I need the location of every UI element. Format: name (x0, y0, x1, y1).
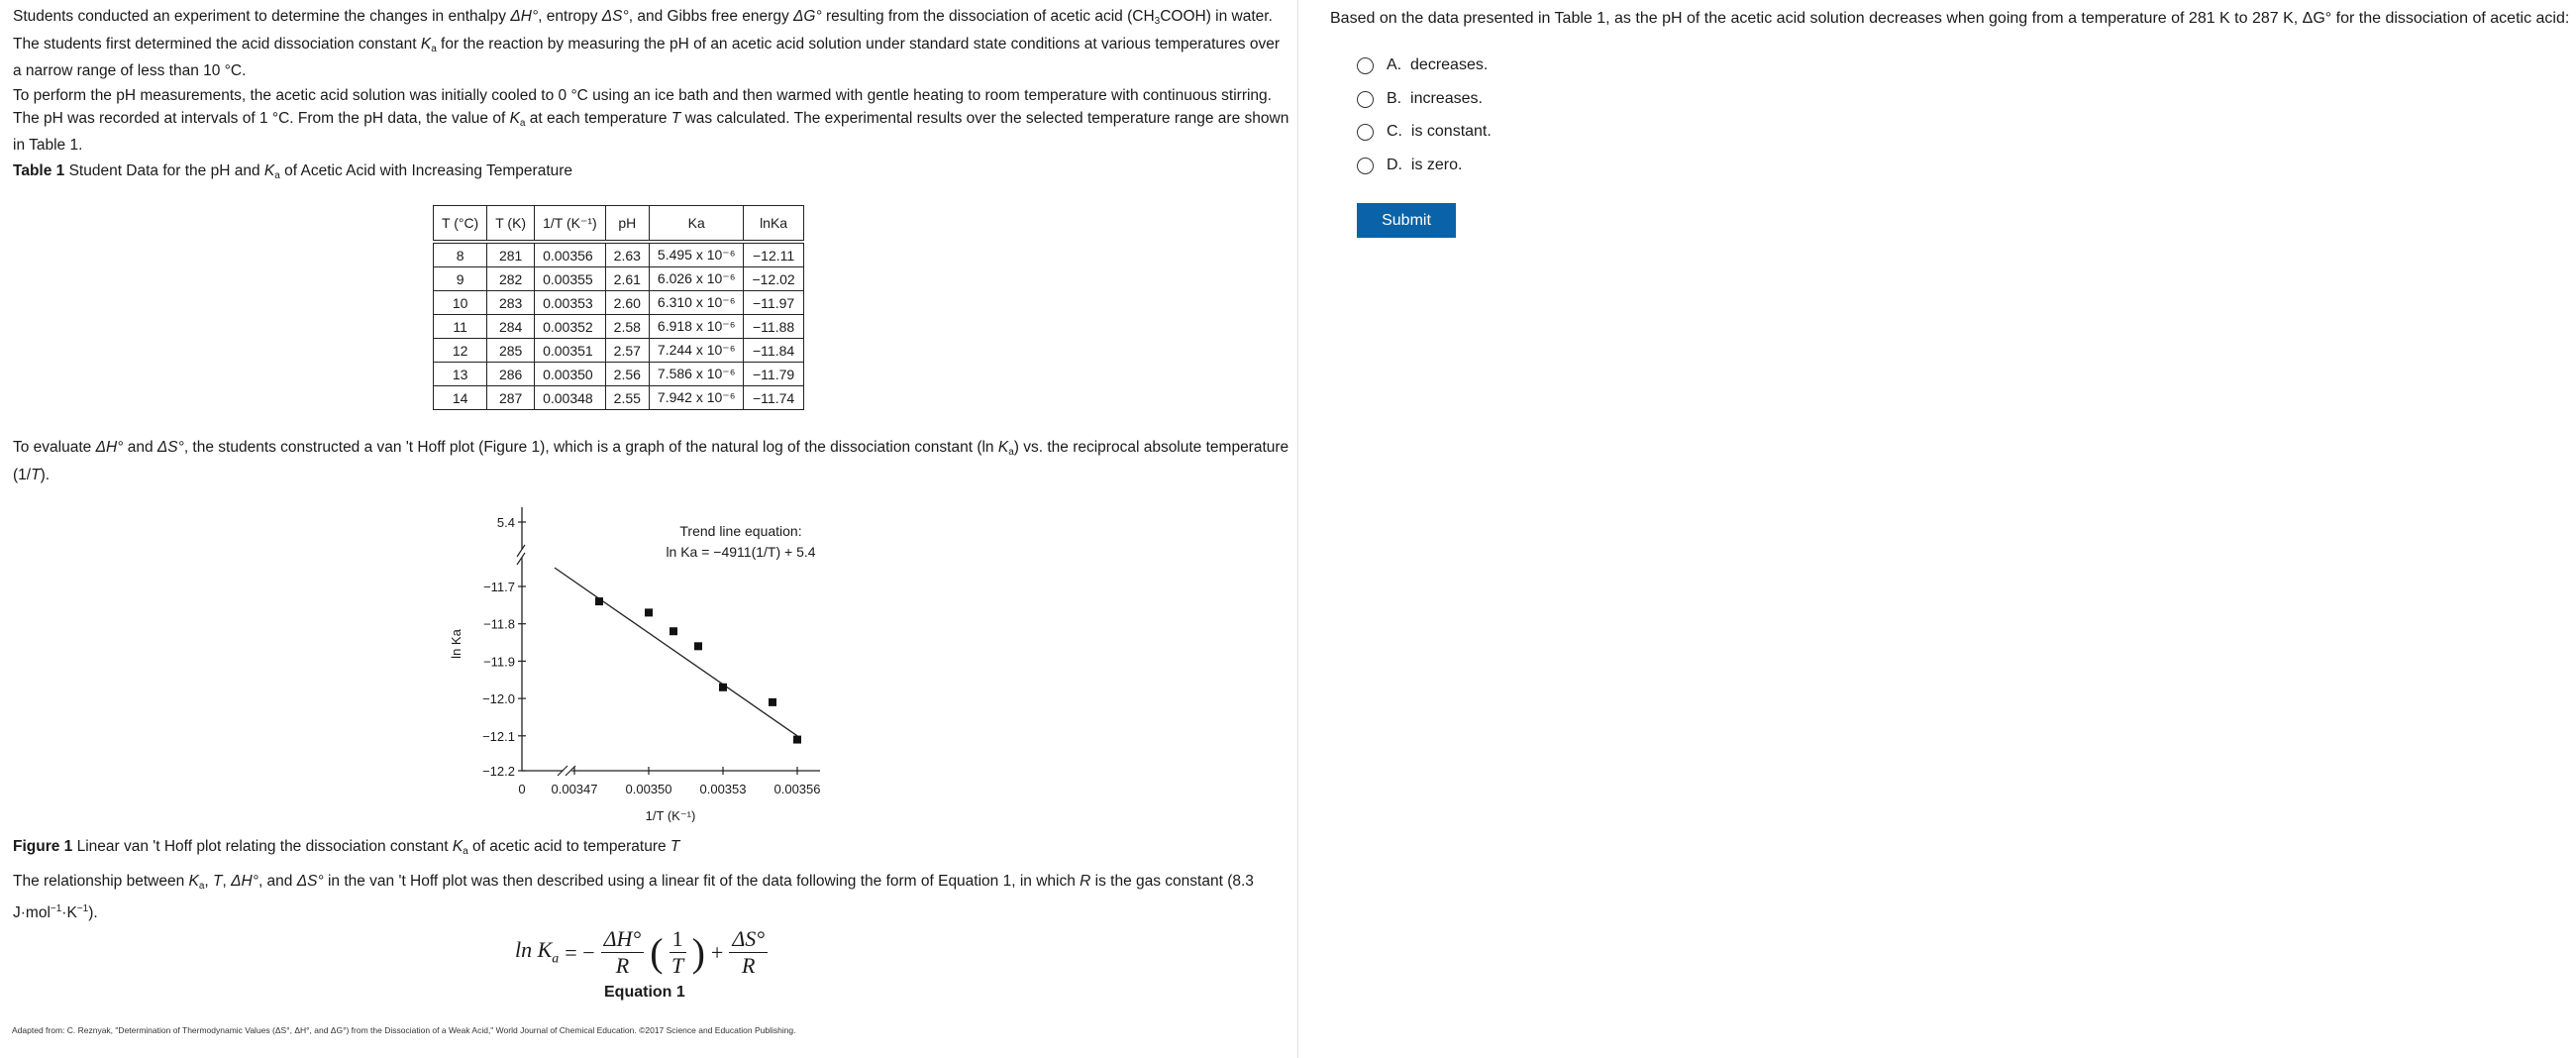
equation-paren-open: ( (650, 929, 664, 975)
table-caption: Table 1 Student Data for the pH and $K_a$ of Acetic Acid with Increasing Temperature (13, 162, 573, 181)
data-point (694, 642, 702, 650)
trend-annotation-line-2: ln Ka = −4911(1/T) + 5.4 (666, 544, 816, 560)
table-row (434, 242, 804, 267)
radio-icon[interactable] (1357, 57, 1374, 74)
table-cell: 2.56 (605, 363, 649, 386)
table-cell: 7.586 x 10⁻⁶ (649, 363, 744, 386)
table-cell: 2.61 (605, 267, 649, 291)
table-cell: 0.00351 (535, 339, 606, 363)
table-cell: 8 (434, 242, 487, 267)
y-tick-label: −12.2 (482, 764, 515, 779)
passage-paragraph-3: To evaluate ΔH° and ΔS°, the students constructed a van 't Hoff plot (Figure 1), which is a graph of the natural log of the dissociation constant (ln $K_a$) vs. the reciprocal absolute temperature (1/T). (13, 439, 1289, 483)
table-cell: 286 (487, 363, 535, 386)
data-point (793, 736, 801, 744)
answer-option-d[interactable] (1357, 154, 1462, 177)
data-point (595, 597, 603, 605)
x-tick-label: 0 (518, 782, 526, 796)
equation-equals: = − (565, 939, 595, 965)
table-cell: 2.57 (605, 339, 649, 363)
equation-paren-close: ) (691, 929, 705, 975)
trend-line (555, 568, 797, 736)
y-tick-label: −12.0 (482, 691, 515, 707)
trend-annotation-line-1: Trend line equation: (679, 523, 802, 539)
table-cell: 6.310 x 10⁻⁶ (649, 291, 744, 315)
table-cell: 2.63 (605, 242, 649, 267)
table-cell: 284 (487, 315, 535, 339)
answer-option-c[interactable] (1357, 120, 1492, 144)
table-cell: −11.74 (744, 386, 803, 410)
equation-label: Equation 1 (604, 984, 685, 1001)
table-header-cell: Ka (649, 206, 744, 243)
table-cell: −12.02 (744, 267, 803, 291)
x-tick-label: 0.00356 (773, 782, 821, 796)
radio-icon[interactable] (1357, 91, 1374, 108)
table-header-cell: T (°C) (434, 206, 487, 243)
equation-1 (515, 926, 768, 979)
y-tick-label: −11.8 (483, 616, 515, 632)
x-tick-label: 0.00353 (699, 782, 747, 796)
y-tick-label: −11.7 (483, 580, 515, 594)
equation-fraction-enthalpy: $\frac{\Delta H^\circ}{R}$ (601, 926, 645, 979)
table-row (434, 291, 804, 315)
table-cell: 2.55 (605, 386, 649, 410)
table-cell: 0.00352 (535, 315, 606, 339)
radio-icon[interactable] (1357, 158, 1374, 174)
y-tick-label: 5.4 (496, 515, 515, 530)
table-cell: −11.79 (744, 363, 803, 386)
vant-hoff-plot (436, 495, 872, 822)
table-cell: 2.58 (605, 315, 649, 339)
table-cell: 10 (434, 291, 487, 315)
table-cell: 9 (434, 267, 487, 291)
table-cell: −11.88 (744, 315, 803, 339)
table-cell: 2.60 (605, 291, 649, 315)
table-row (434, 267, 804, 291)
equation-fraction-reciprocal-t: $\frac{1}{T}$ (670, 926, 686, 979)
option-label: C. is constant. (1387, 123, 1492, 140)
table-cell: 283 (487, 291, 535, 315)
table-cell: 0.00353 (535, 291, 606, 315)
table-row (434, 339, 804, 363)
data-point (719, 684, 727, 691)
table-cell: 0.00356 (535, 242, 606, 267)
table-cell: 12 (434, 339, 487, 363)
y-tick-label: −12.1 (482, 728, 515, 744)
table-cell: 14 (434, 386, 487, 410)
data-table (433, 205, 804, 410)
table-cell: 13 (434, 363, 487, 386)
table-row (434, 363, 804, 386)
x-axis-label: 1/T (K⁻¹) (645, 808, 696, 822)
table-cell: −11.97 (744, 291, 803, 315)
option-label: A. decreases. (1387, 56, 1489, 73)
table-cell: 7.244 x 10⁻⁶ (649, 339, 744, 363)
table-header-cell: pH (605, 206, 649, 243)
radio-icon[interactable] (1357, 124, 1374, 141)
equation-lhs: $\ln K_a$ (515, 937, 560, 967)
answer-option-a[interactable] (1357, 53, 1488, 77)
answer-option-b[interactable] (1357, 87, 1483, 111)
table-cell: 0.00350 (535, 363, 606, 386)
table-header-row (434, 206, 804, 243)
table-cell: 11 (434, 315, 487, 339)
equation-fraction-entropy: $\frac{\Delta S^\circ}{R}$ (729, 926, 768, 979)
table-cell: −11.84 (744, 339, 803, 363)
y-axis-label: ln Ka (449, 629, 464, 659)
question-stem: Based on the data presented in Table 1, as the pH of the acetic acid solution decreases when going from a temperature of 281 K to 287 K, ΔG° for the dissociation of acetic acid: (1330, 10, 2570, 27)
table-cell: 5.495 x 10⁻⁶ (649, 242, 744, 267)
source-footnote: Adapted from: C. Reznyak, "Determination of Thermodynamic Values (ΔS°, ΔH°, and ΔG°) from the Dissociation of a Weak Acid," World Journal of Chemical Education. ©2017 Science and Education Publishing. (12, 1025, 796, 1035)
table-cell: 281 (487, 242, 535, 267)
x-tick-label: 0.00350 (625, 782, 672, 796)
table-header-cell: T (K) (487, 206, 535, 243)
table-cell: 7.942 x 10⁻⁶ (649, 386, 744, 410)
table-cell: 285 (487, 339, 535, 363)
table-row (434, 315, 804, 339)
option-label: D. is zero. (1387, 157, 1463, 173)
question-pane (1299, 0, 2576, 1058)
table-header-cell: lnKa (744, 206, 803, 243)
data-point (645, 608, 653, 616)
table-cell: 0.00348 (535, 386, 606, 410)
table-cell: 0.00355 (535, 267, 606, 291)
passage-paragraph-1: Students conducted an experiment to determine the changes in enthalpy ΔH°, entropy ΔS°, and Gibbs free energy ΔG° resulting from the dissociation of acetic acid $(CH_3COOH)$ in water. The students first determined the acid dissociation constant $K_a$ for the reaction by measuring the pH of an acetic acid solution under standard state conditions at various temperatures over a narrow range of less than 10 °C. (13, 8, 1281, 79)
data-point (769, 698, 776, 706)
table-cell: −12.11 (744, 242, 803, 267)
y-tick-label: −11.9 (483, 654, 515, 670)
submit-button[interactable]: Submit (1357, 203, 1456, 238)
table-cell: 6.918 x 10⁻⁶ (649, 315, 744, 339)
table-header-cell: 1/T (K⁻¹) (535, 206, 606, 243)
passage-paragraph-2: To perform the pH measurements, the acetic acid solution was initially cooled to 0 °C using an ice bath and then warmed with gentle heating to room temperature with continuous stirring. The pH was recorded at intervals of 1 °C. From the pH data, the value of $K_a$ at each temperature T was calculated. The experimental results over the selected temperature range are shown in Table 1. (13, 87, 1289, 154)
table-cell: 287 (487, 386, 535, 410)
table-cell: 6.026 x 10⁻⁶ (649, 267, 744, 291)
figure-caption: Figure 1 Linear van 't Hoff plot relating the dissociation constant $K_a$ of acetic acid to temperature T (13, 838, 680, 857)
table-cell: 282 (487, 267, 535, 291)
data-point (670, 627, 677, 635)
table-body (434, 242, 804, 410)
x-tick-label: 0.00347 (551, 782, 598, 796)
table-row (434, 386, 804, 410)
equation-plus: + (710, 939, 724, 965)
option-label: B. increases. (1387, 90, 1483, 107)
passage-paragraph-4: The relationship between $K_a$, T, ΔH°, and ΔS° in the van 't Hoff plot was then described using a linear fit of the data following the form of Equation 1, in which R is the gas constant (8.3 $J\cdot mol^{-1}\cdot K^{-1}$). (13, 873, 1254, 921)
